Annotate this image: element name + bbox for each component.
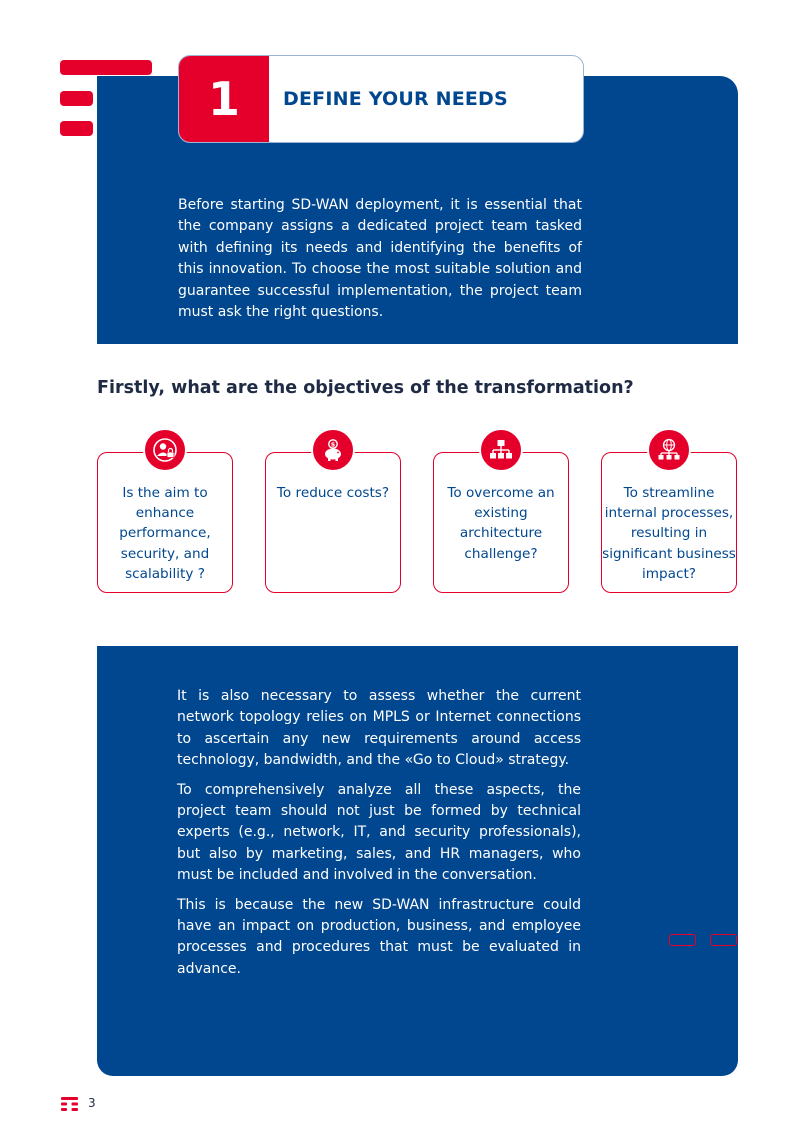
details-paragraph: To comprehensively analyze all these aspects, the project team should not just be formed by technical experts (e.g., network, IT, and security professionals), but also by marketing, sales, and HR managers, who must be included and involved in the conversation. xyxy=(177,781,581,884)
piggy-bank-icon xyxy=(311,428,355,472)
section-header xyxy=(178,55,584,143)
objective-text: Is the aim to enhance performance, security, and scalability ? xyxy=(119,485,211,582)
decorative-rect xyxy=(710,934,737,946)
decorative-rect xyxy=(669,934,696,946)
objective-card xyxy=(433,452,569,593)
network-hierarchy-icon xyxy=(479,428,523,472)
footer-logo xyxy=(61,1097,79,1111)
objectives-heading: Firstly, what are the objectives of the transformation? xyxy=(97,378,634,398)
section-number: 1 xyxy=(179,56,269,142)
globe-network-icon xyxy=(647,428,691,472)
objective-text: To reduce costs? xyxy=(276,485,390,501)
objective-card xyxy=(265,452,401,593)
page-number: 3 xyxy=(88,1096,96,1110)
details-text xyxy=(177,686,581,988)
objective-text: To streamline internal processes, resulting in significant business impact? xyxy=(602,485,736,582)
details-paragraph: This is because the new SD-WAN infrastructure could have an impact on production, business, and employee processes and procedures that must be evaluated in advance. xyxy=(177,896,581,977)
objective-card xyxy=(601,452,737,593)
details-paragraph: It is also necessary to assess whether the current network topology relies on MPLS or Internet connections to ascertain any new requirements around access technology, bandwidth, and the «Go to Cloud» strategy. xyxy=(177,688,581,769)
intro-paragraph: Before starting SD-WAN deployment, it is essential that the company assigns a dedicated project team tasked with defining its needs and identifying the benefits of this innovation. To choose the most suitable solution and guarantee successful implementation, the project team must ask the right questions. xyxy=(178,197,582,321)
section-title: DEFINE YOUR NEEDS xyxy=(283,88,508,110)
objective-text: To overcome an existing architecture challenge? xyxy=(447,485,555,562)
user-lock-icon xyxy=(143,428,187,472)
svg-text:$: $ xyxy=(330,440,336,449)
objective-card xyxy=(97,452,233,593)
